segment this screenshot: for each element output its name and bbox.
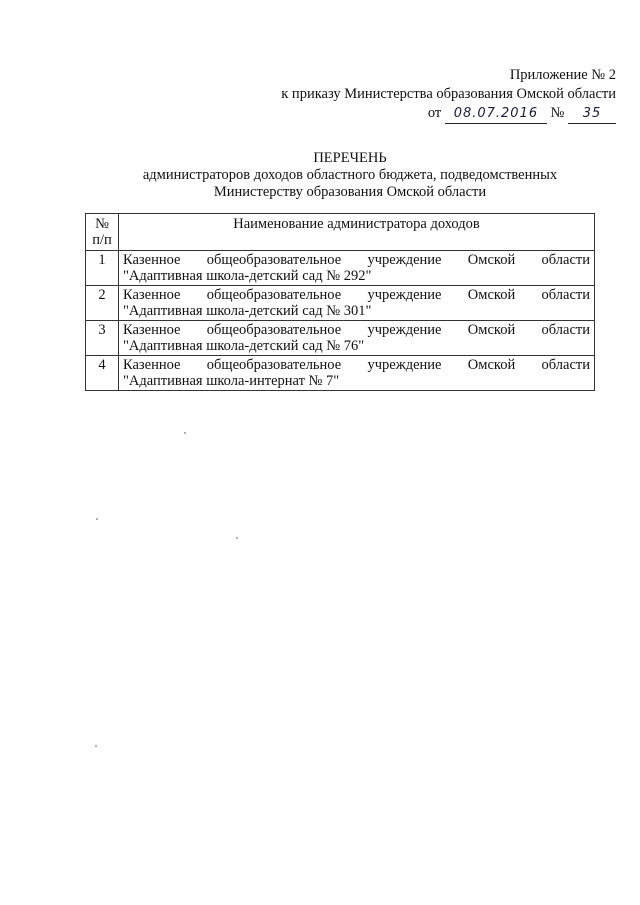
scan-speck bbox=[236, 537, 238, 539]
document-heading bbox=[80, 150, 620, 201]
row-name-line1: Казенное общеобразовательное учреждение Омской области bbox=[123, 287, 590, 303]
annex-block bbox=[281, 66, 616, 124]
table-row bbox=[86, 251, 595, 286]
table-header-row bbox=[86, 214, 595, 251]
annex-order-reference: к приказу Министерства образования Омской области bbox=[281, 86, 616, 102]
row-name-line2: "Адаптивная школа-детский сад № 76" bbox=[123, 338, 365, 354]
row-name-line2: "Адаптивная школа-интернат № 7" bbox=[123, 373, 340, 389]
handwritten-date: 08.07.2016 bbox=[445, 104, 547, 124]
header-number: № п/п bbox=[86, 214, 119, 251]
administrators-table bbox=[85, 213, 595, 391]
document-subtitle-line2: Министерству образования Омской области bbox=[213, 184, 487, 200]
annex-title: Приложение № 2 bbox=[509, 67, 616, 83]
document-subtitle-line1: администраторов доходов областного бюджета, подведомственных bbox=[142, 167, 558, 183]
row-number: 2 bbox=[86, 286, 119, 321]
row-name-line2: "Адаптивная школа-детский сад № 301" bbox=[123, 303, 372, 319]
table-row bbox=[86, 286, 595, 321]
from-label: от bbox=[427, 105, 442, 121]
row-administrator-name bbox=[119, 321, 595, 356]
row-name-line1: Казенное общеобразовательное учреждение Омской области bbox=[123, 357, 590, 373]
row-administrator-name bbox=[119, 286, 595, 321]
document-title: ПЕРЕЧЕНЬ bbox=[313, 150, 387, 166]
row-name-line2: "Адаптивная школа-детский сад № 292" bbox=[123, 268, 372, 284]
row-number: 3 bbox=[86, 321, 119, 356]
handwritten-number: 35 bbox=[568, 104, 616, 124]
scan-speck bbox=[184, 432, 186, 434]
row-number: 4 bbox=[86, 356, 119, 391]
table-row bbox=[86, 321, 595, 356]
row-name-line1: Казенное общеобразовательное учреждение Омской области bbox=[123, 252, 590, 268]
annex-date-number-line bbox=[281, 104, 616, 124]
header-administrator-name: Наименование администратора доходов bbox=[119, 214, 595, 251]
row-name-line1: Казенное общеобразовательное учреждение Омской области bbox=[123, 322, 590, 338]
row-administrator-name bbox=[119, 356, 595, 391]
table-row bbox=[86, 356, 595, 391]
row-administrator-name bbox=[119, 251, 595, 286]
scan-speck bbox=[96, 518, 98, 520]
number-label: № bbox=[550, 105, 565, 121]
scan-speck bbox=[95, 745, 97, 747]
row-number: 1 bbox=[86, 251, 119, 286]
